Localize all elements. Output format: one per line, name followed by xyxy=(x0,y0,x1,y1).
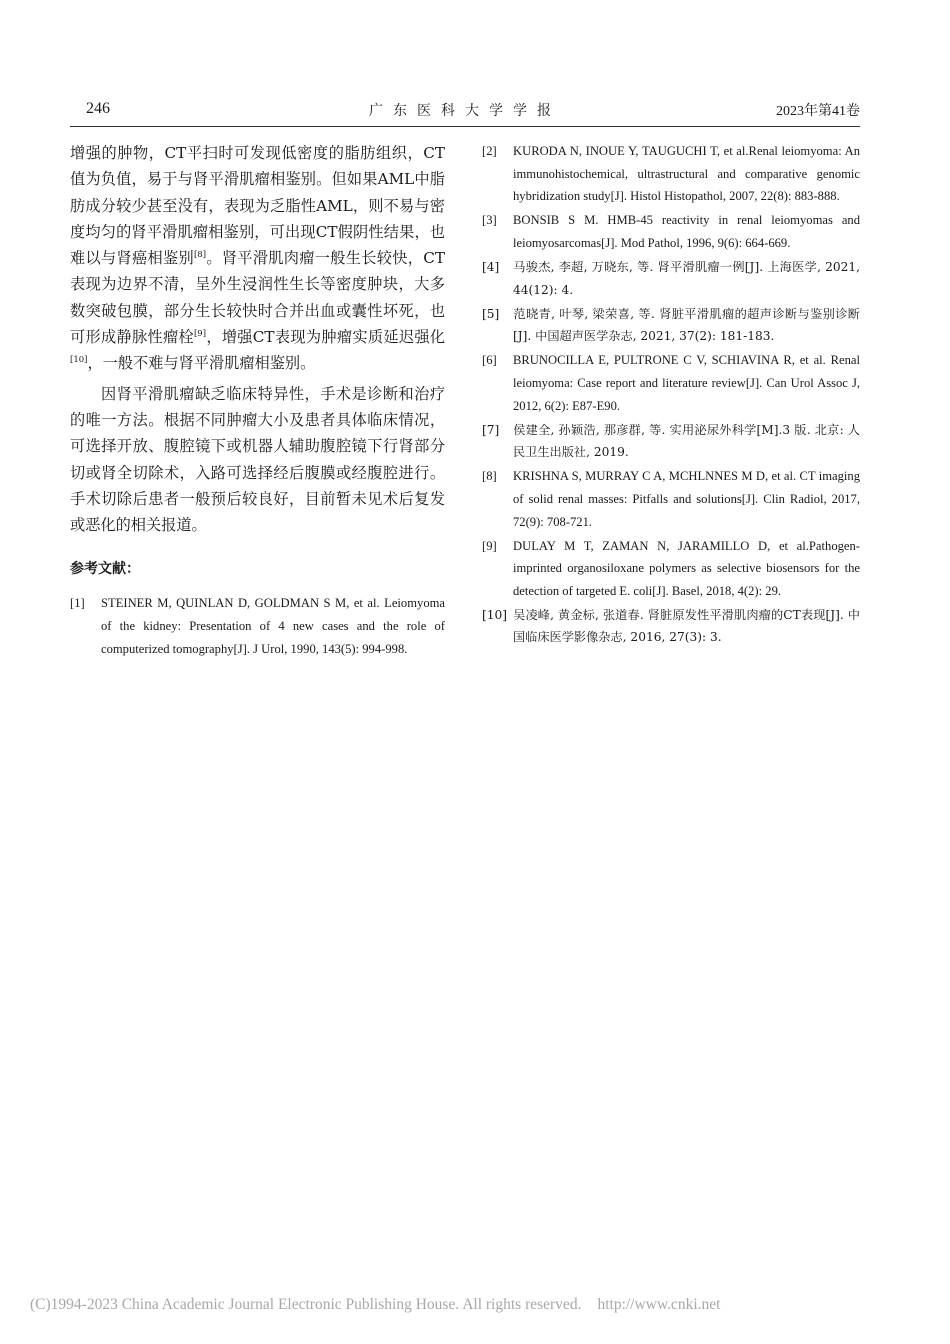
text-run: ，增强CT表现为肿瘤实质延迟强化 xyxy=(206,328,445,347)
text-run: ，一般不难与肾平滑肌瘤相鉴别。 xyxy=(87,354,316,373)
reference-number: [2] xyxy=(482,144,497,158)
reference-item xyxy=(482,209,860,254)
reference-number: [9] xyxy=(482,538,497,553)
reference-number: [1] xyxy=(70,596,85,611)
text-run: 增强的肿物，CT平扫时可发现低密度的脂肪组织，CT值为负值，易于与肾平滑肌瘤相鉴别。但如果AML中脂肪成分较少甚至没有，表现为乏脂性AML，则不易与密度均匀的肾平滑肌瘤相鉴别，可出现CT假阴性结果，也难以与肾癌相鉴别 xyxy=(70,144,445,268)
reference-text: 吴凌峰, 黄金标, 张道春. 肾脏原发性平滑肌肉瘤的CT表现[J]. 中国临床医学影像杂志, 2016, 27(3): 3. xyxy=(513,607,860,645)
reference-item xyxy=(482,256,860,301)
citation-10: [10] xyxy=(70,355,88,366)
header-divider xyxy=(70,126,860,127)
reference-item xyxy=(482,419,860,464)
reference-item xyxy=(482,303,860,348)
copyright-footer xyxy=(30,1296,720,1314)
citation-8: [8] xyxy=(193,250,207,261)
cnki-link[interactable]: http://www.cnki.net xyxy=(597,1296,721,1313)
volume-info: 2023年第41卷 xyxy=(776,104,860,119)
reference-item xyxy=(482,140,860,208)
right-column xyxy=(482,140,860,651)
body-paragraph xyxy=(70,140,445,377)
references-heading: 参考文献： xyxy=(70,561,140,578)
reference-text: STEINER M, QUINLAN D, GOLDMAN S M, et al. Leiomyoma of the kidney: Presentation of 4 new cases and the role of computerized tomography[J]. J Urol, 1990, 143(5): 994-998. xyxy=(101,596,445,656)
reference-item xyxy=(482,349,860,417)
reference-number: [8] xyxy=(482,469,497,484)
citation-9: [9] xyxy=(193,329,207,340)
reference-number: [7] xyxy=(482,422,500,437)
reference-item xyxy=(482,535,860,603)
left-column xyxy=(70,140,445,660)
reference-text: DULAY M T, ZAMAN N, JARAMILLO D, et al.Pathogen-imprinted organosiloxane polymers as selective biosensors for the detection of targeted E. coli[J]. Basel, 2018, 4(2): 29. xyxy=(513,538,860,598)
page-number: 246 xyxy=(86,100,110,117)
reference-text: BRUNOCILLA E, PULTRONE C V, SCHIAVINA R, et al. Renal leiomyoma: Case report and literature review[J]. Can Urol Assoc J, 2012, 6(2): E87-E90. xyxy=(513,353,860,413)
body-paragraph: 因肾平滑肌瘤缺乏临床特异性，手术是诊断和治疗的唯一方法。根据不同肿瘤大小及患者具体临床情况，可选择开放、腹腔镜下或机器人辅助腹腔镜下行肾部分切或肾全切除术，入路可选择经后腹膜或经腹腔进行。手术切除后患者一般预后较良好，目前暂未见术后复发或恶化的相关报道。 xyxy=(70,384,445,535)
reference-number: [10] xyxy=(482,607,508,622)
journal-title: 广东医科大学学报 xyxy=(369,104,561,119)
reference-number: [4] xyxy=(482,259,500,274)
copyright-text: (C)1994-2023 China Academic Journal Electronic Publishing House. All rights reserved. xyxy=(30,1296,582,1313)
reference-item xyxy=(482,465,860,533)
reference-text: 范晓青, 叶琴, 梁荣喜, 等. 肾脏平滑肌瘤的超声诊断与鉴别诊断[J]. 中国超声医学杂志, 2021, 37(2): 181-183. xyxy=(513,306,860,344)
reference-item xyxy=(482,604,860,649)
reference-item xyxy=(70,592,445,660)
reference-number: [5] xyxy=(482,306,500,321)
reference-text: 侯建全, 孙颖浩, 那彦群, 等. 实用泌尿外科学[M].3 版. 北京: 人民卫生出版社, 2019. xyxy=(513,422,860,460)
text-run: 。肾平滑肌肉瘤一般生长较快，CT表现为边界不清，呈外生浸润性生长等密度肿块，大多数突破包膜，部分生长较快时合并出血或囊性坏死，也可形成静脉性瘤栓 xyxy=(70,249,445,347)
reference-text: KURODA N, INOUE Y, TAUGUCHI T, et al.Renal leiomyoma: An immunohistochemical, ultrastructural and comparative genomic hybridization study[J]. Histol Histopathol, 2007, 22(8): 883-888. xyxy=(513,144,860,204)
reference-text: KRISHNA S, MURRAY C A, MCHLNNES M D, et al. CT imaging of solid renal masses: Pitfalls and solutions[J]. Clin Radiol, 2017, 72(9): 708-721. xyxy=(513,469,860,529)
reference-text: BONSIB S M. HMB-45 reactivity in renal leiomyomas and leiomyosarcomas[J]. Mod Pathol, 1996, 9(6): 664-669. xyxy=(513,213,860,250)
page-header xyxy=(70,98,860,124)
reference-number: [3] xyxy=(482,213,497,228)
reference-number: [6] xyxy=(482,353,497,368)
reference-text: 马骏杰, 李超, 万晓东, 等. 肾平滑肌瘤一例[J]. 上海医学, 2021, 44(12): 4. xyxy=(513,259,860,297)
